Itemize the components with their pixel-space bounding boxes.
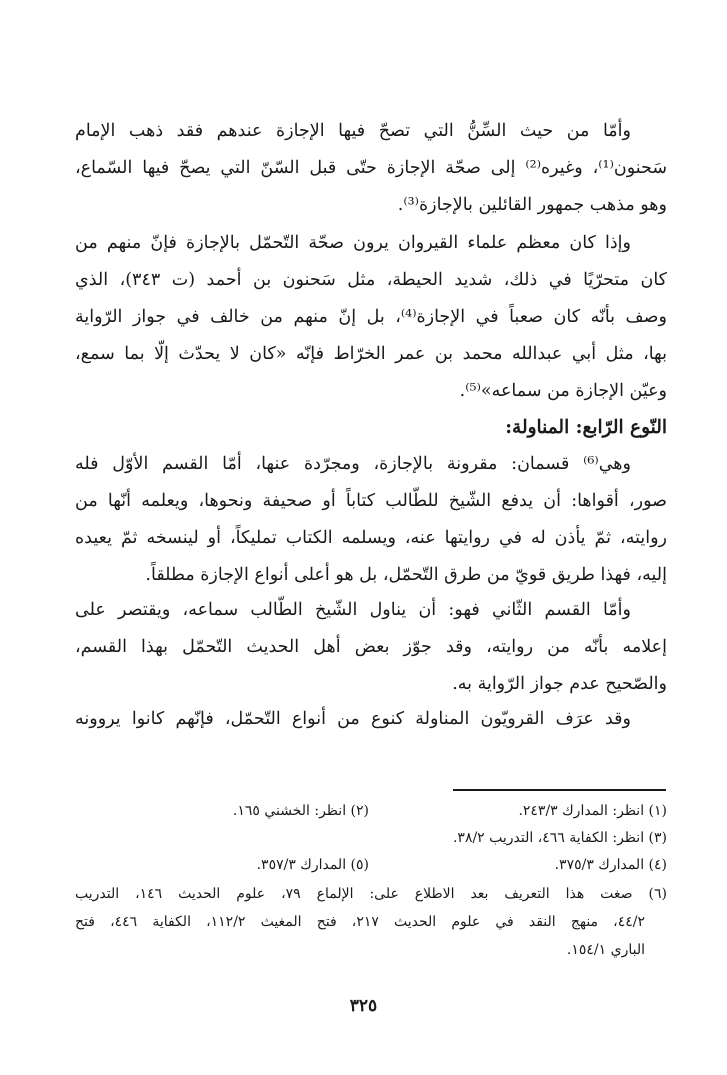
- footnote-4: (٤) المدارك ٣٧٥/٣.: [554, 857, 667, 873]
- text-line: وقد عرَف القرويّون المناولة كنوع من أنواع التّحمّل، فإنّهم كانوا يروونه: [75, 709, 631, 729]
- text-line: صور، أقواها: أن يدفع الشّيخ للطّالب كتاباً أو صحيفة ونحوها، ويعلمه أنّها من: [75, 491, 667, 511]
- paragraph-5: [75, 701, 667, 738]
- text-line: وإذا كان معظم علماء القيروان يرون صحّة التّحمّل بالإجازة فإنّ منهم من: [75, 233, 631, 253]
- page-number: ٣٢٥: [349, 996, 378, 1016]
- footnote-3: (٣) انظر: الكفاية ٤٦٦، التدريب ٣٨/٢.: [452, 830, 667, 846]
- footnote-line: (٦) صغت هذا التعريف بعد الاطلاع على: الإلماع ٧٩، علوم الحديث ١٤٦، التدريب: [75, 886, 667, 902]
- paragraph-1: [75, 113, 667, 224]
- text-line: سَحنون⁽¹⁾، وغيره⁽²⁾ إلى صحّة الإجازة حتّى قبل السّنّ التي يصحّ فيها السّماع،: [75, 158, 667, 178]
- paragraph-3: [75, 446, 667, 594]
- footnote-5: (٥) المدارك ٣٥٧/٣.: [256, 857, 369, 873]
- text-line: إعلامه بأنّه من روايته، وقد جوّز بعض أهل الحديث التّحمّل بهذا القسم،: [75, 637, 667, 657]
- text-line: بها، مثل أبي عبدالله محمد بن عمر الخرّاط فإنّه «كان لا يحدّث إلّا بما سمع،: [75, 344, 667, 364]
- text-line: وأمّا من حيث السِّنُّ التي تصحّ فيها الإجازة عندهم فقد ذهب الإمام: [75, 121, 631, 141]
- text-line: وهو مذهب جمهور القائلين بالإجازة⁽³⁾.: [397, 195, 667, 215]
- paragraph-2: [75, 225, 667, 410]
- paragraph-4: [75, 592, 667, 703]
- footnote-line: الباري ١٥٤/١.: [566, 942, 645, 958]
- text-line: وأمّا القسم الثّاني فهو: أن يناول الشّيخ الطّالب سماعه، ويقتصر على: [75, 600, 631, 620]
- section-heading: النّوع الرّابع: المناولة:: [505, 417, 667, 438]
- footnote-1: (١) انظر: المدارك ٢٤٣/٣.: [518, 803, 667, 819]
- text-line: وعيّن الإجازة من سماعه»⁽⁵⁾.: [459, 381, 667, 401]
- footnote-2: (٢) انظر: الخشني ١٦٥.: [232, 803, 369, 819]
- text-line: كان متحرّيًا في ذلك، شديد الحيطة، مثل سَحنون بن أحمد (ت ٣٤٣)، الذي: [75, 270, 667, 290]
- footnote-separator: [453, 789, 666, 791]
- text-line: إليه، فهذا طريق قويّ من طرق التّحمّل، بل هو أعلى أنواع الإجازة مطلقاً.: [145, 565, 667, 585]
- text-line: والصّحيح عدم جواز الرّواية به.: [452, 674, 667, 694]
- footnote-line: ٤٤/٢، منهج النقد في علوم الحديث ٢١٧، فتح المغيث ١١٢/٢، الكفاية ٤٤٦، فتح: [75, 914, 645, 930]
- text-line: وهي⁽⁶⁾ قسمان: مقرونة بالإجازة، ومجرّدة عنها، أمّا القسم الأوّل فله: [75, 454, 631, 474]
- text-line: وصف بأنّه كان صعباً في الإجازة⁽⁴⁾، بل إنّ منهم من خالف في جواز الرّواية: [75, 307, 667, 327]
- text-line: روايته، ثمّ يأذن له في روايتها عنه، ويسلمه الكتاب تمليكاً، أو لينسخه ثمّ يعيده: [75, 528, 667, 548]
- footnote-6: [75, 880, 667, 964]
